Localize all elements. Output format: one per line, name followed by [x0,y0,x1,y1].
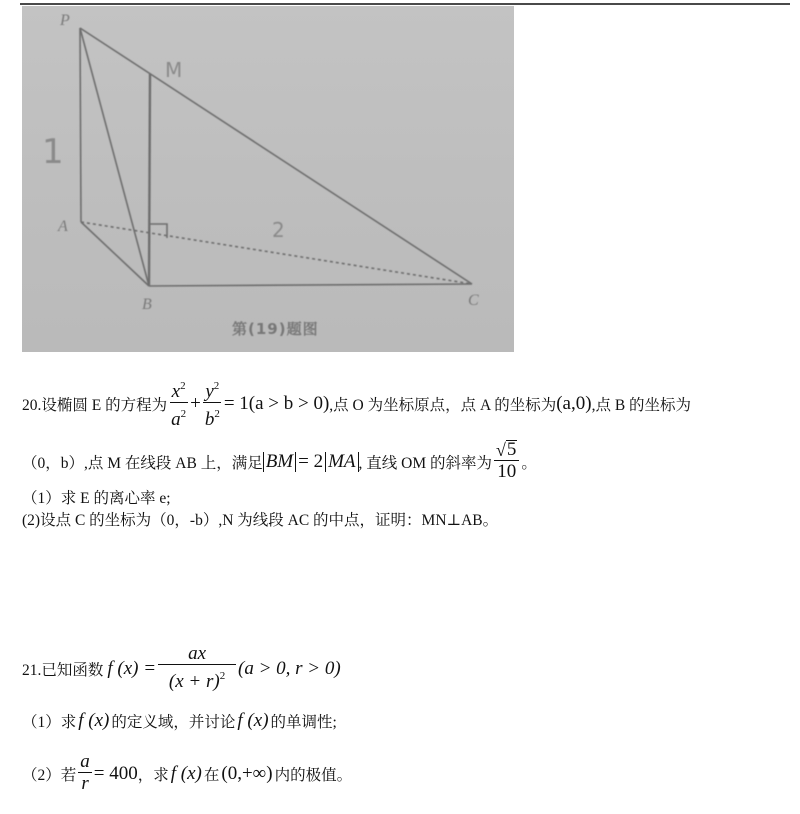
q21-prefix: 21.已知函数 [22,661,104,679]
q20-prefix: 20.设椭圆 E 的方程为 [22,396,168,414]
q20-line2 [22,440,537,483]
handwritten-M: M [165,58,183,82]
tetrahedron-diagram [22,6,514,352]
eq-2: = 2 [298,450,324,472]
plus-sign: + [190,392,201,414]
q20-line2-end: 。 [521,454,537,472]
ellipse-rhs: = 1(a > b > 0) [223,392,330,414]
abs-MA: MA [325,452,358,472]
handwritten-1: 1 [42,132,64,172]
q20-line2-mid: , 直线 OM 的斜率为 [358,454,493,472]
q21-part2-text-b: ，求 [137,766,169,784]
f-of-x: f (x) [237,710,269,731]
label-C: C [468,292,479,309]
figure-caption: 第(19)题图 [232,320,319,338]
y2-over-b2: $\frac{y^2}{b^2}$ [203,376,222,431]
point-A-coords: (a,0) [556,392,592,414]
q21-part1 [22,710,337,732]
f-of-x: f (x) = [107,657,157,679]
q21-part2-text-a: （2）若 [22,766,77,784]
interval: (0,+∞) [221,762,273,784]
q21-condition: (a > 0, r > 0) [238,657,341,679]
label-A: A [58,218,68,235]
x2-over-a2: $\frac{x^2}{a^2}$ [169,376,188,431]
function-fraction: $\frac{ax}{(x + r)^2}$ [158,644,236,693]
slope-fraction: √ 5 10 [494,440,519,483]
q21-part1-text-c: 的单调性; [270,714,337,731]
q21-part2 [22,752,352,795]
q20-tail: ,点 B 的坐标为 [591,396,692,414]
q21-part2-text-c: 在 [203,766,220,784]
figure-19-photo [22,6,514,352]
q20-part2: (2)设点 C 的坐标为（0，-b）,N 为线段 AC 的中点，证明：MN⊥AB。 [22,512,499,529]
top-rule [20,3,790,5]
q21-part1-text-b: 的定义域，并讨论 [111,714,236,731]
q20-part1: （1）求 E 的离心率 e; [22,490,171,507]
q21-part1-text-a: （1）求 [22,714,77,731]
a-over-r: $\frac{a}{r}$ [80,751,90,794]
q21-part2-text-d: 内的极值。 [274,766,353,784]
label-B: B [142,296,152,313]
abs-BM: BM [263,452,296,472]
f-of-x: f (x) [78,710,110,731]
q20-line1 [22,376,691,431]
q20-line2-prefix: （0，b）,点 M 在线段 AB 上，满足 [22,454,263,472]
q21-line1 [22,644,341,693]
label-P: P [60,12,70,29]
eq-400: = 400 [93,762,138,784]
f-of-x: f (x) [170,762,202,784]
handwritten-2: 2 [272,218,285,242]
q20-text: ,点 O 为坐标原点，点 A 的坐标为 [329,396,557,414]
